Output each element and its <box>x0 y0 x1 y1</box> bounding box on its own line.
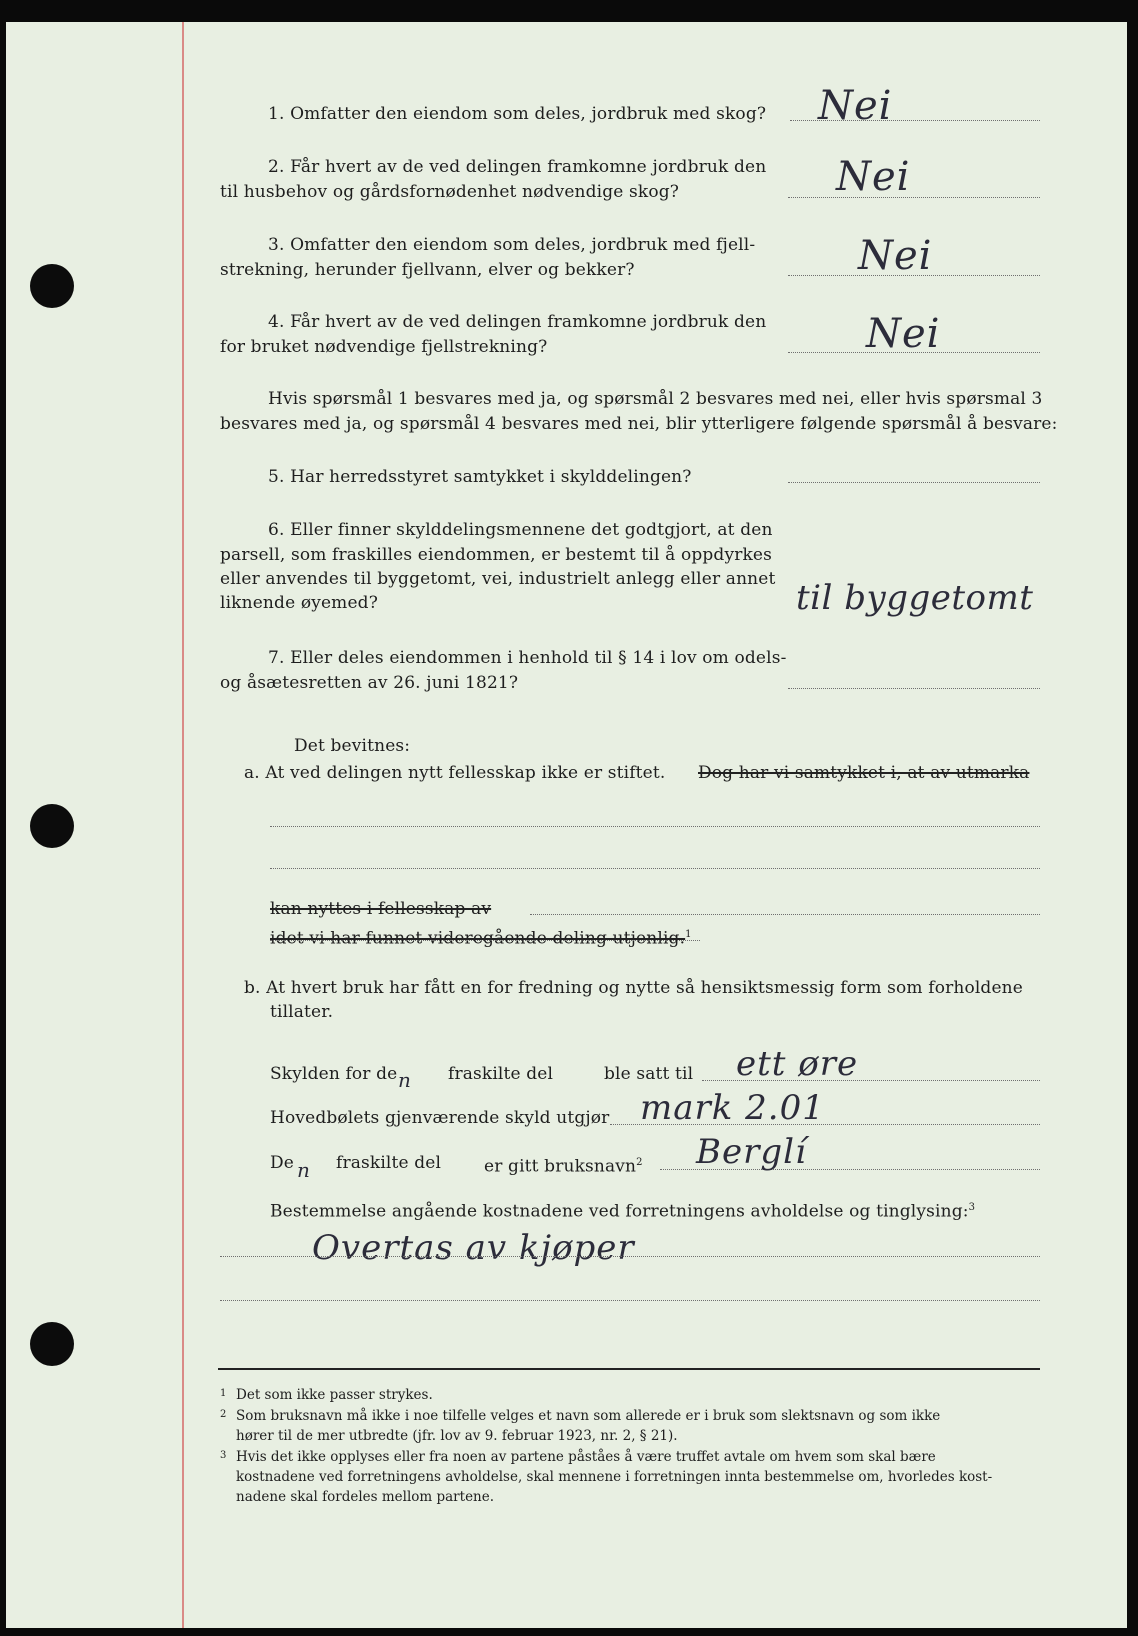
footnote-2-number: 2 <box>220 1409 227 1420</box>
footnote-2-line-1: Som bruksnavn må ikke i noe tilfelle velges et navn som allerede er i bruk som slektsnavn og som ikke <box>236 1408 941 1424</box>
question-5: 5. Har herredsstyret samtykket i skylddelingen? <box>268 467 692 487</box>
question-2-line-1: 2. Får hvert av de ved delingen framkomne jordbruk den <box>268 157 767 177</box>
bruksnavn-label-1: De <box>270 1153 294 1173</box>
skyld-label-1: Skylden for de <box>270 1064 398 1084</box>
answer-6-handwritten: til byggetomt <box>796 578 1034 618</box>
bestemmelse-line-2 <box>220 1300 1040 1301</box>
skyld-value-handwritten: ett øre <box>736 1044 859 1084</box>
bestemmelse-line-1 <box>220 1256 1040 1257</box>
footnote-ref: 1 <box>685 929 692 940</box>
question-6-line-4: liknende øyemed? <box>220 593 378 613</box>
bestemmelse-label-wrap <box>270 1196 975 1224</box>
question-7-line-2: og åsætesretten av 26. juni 1821? <box>220 673 519 693</box>
question-7-line-1: 7. Eller deles eiendommen i henhold til § 14 i lov om odels- <box>268 648 787 668</box>
punch-hole <box>30 264 74 308</box>
footnote-3-number: 3 <box>220 1450 227 1461</box>
struck-line-1: kan nyttes i fellesskap av <box>270 899 492 919</box>
struck-line-2-dots <box>270 940 700 941</box>
inserted-n: n <box>398 1068 412 1092</box>
question-1: 1. Omfatter den eiendom som deles, jordbruk med skog? <box>268 104 767 124</box>
question-6-line-1: 6. Eller finner skylddelingsmennene det godtgjort, at den <box>268 520 773 540</box>
skyld-label-2: fraskilte del <box>448 1064 554 1084</box>
footnote-3-line-3: nadene skal fordeles mellom partene. <box>236 1489 495 1505</box>
certify-a: a. At ved delingen nytt fellesskap ikke er stiftet. <box>244 763 666 783</box>
punch-hole <box>30 804 74 848</box>
question-3-line-2: strekning, herunder fjellvann, elver og bekker? <box>220 260 635 280</box>
bestemmelse-label: Bestemmelse angående kostnadene ved forretningens avholdelse og tinglysing: <box>270 1201 969 1222</box>
footnote-1: Det som ikke passer strykes. <box>236 1387 433 1403</box>
answer-1-handwritten: Nei <box>818 83 893 129</box>
question-3-line-1: 3. Omfatter den eiendom som deles, jordbruk med fjell- <box>268 235 756 255</box>
margin-line <box>182 22 184 1628</box>
question-2-line-2: til husbehov og gårdsfornødenhet nødvendige skog? <box>220 182 680 202</box>
hovedbol-value-handwritten: mark 2.01 <box>640 1088 825 1128</box>
footnote-3-line-2: kostnadene ved forretningens avholdelse, skal mennene i forretningen innta bestemmelse om, hvorledes kost- <box>236 1469 993 1485</box>
certify-b-line-2: tillater. <box>270 1002 334 1022</box>
bruksnavn-label-3: er gitt bruksnavn <box>484 1156 637 1177</box>
footnote-ref: 3 <box>968 1202 976 1213</box>
question-6-line-3: eller anvendes til byggetomt, vei, industrielt anlegg eller annet <box>220 569 776 589</box>
answer-2-handwritten: Nei <box>836 154 911 200</box>
punch-hole <box>30 1322 74 1366</box>
conditional-intro-line-2: besvares med ja, og spørsmål 4 besvares med nei, blir ytterligere følgende spørsmål å besvare: <box>220 414 1058 434</box>
bruksnavn-label-3-wrap <box>484 1151 643 1179</box>
question-4-line-2: for bruket nødvendige fjellstrekning? <box>220 337 548 357</box>
footnote-1-number: 1 <box>220 1388 227 1399</box>
bestemmelse-value-handwritten: Overtas av kjøper <box>312 1228 635 1268</box>
answer-line-5 <box>788 482 1040 483</box>
question-6-line-2: parsell, som fraskilles eiendommen, er bestemt til å oppdyrkes <box>220 545 773 565</box>
certify-a-line-2 <box>270 868 1040 869</box>
certify-b-line-1: b. At hvert bruk har fått en for fredning og nytte så hensiktsmessig form som forholdene <box>244 978 1023 998</box>
footnote-2-line-2: hører til de mer utbredte (jfr. lov av 9. februar 1923, nr. 2, § 21). <box>236 1428 678 1444</box>
bruksnavn-value-handwritten: Berglí <box>696 1132 807 1172</box>
certify-a-line-1 <box>270 826 1040 827</box>
answer-line-2 <box>788 197 1040 198</box>
inserted-n: n <box>297 1158 311 1182</box>
answer-line-7 <box>788 688 1040 689</box>
hovedbol-label: Hovedbølets gjenværende skyld utgjør <box>270 1108 610 1128</box>
struck-line-2-wrap <box>270 923 692 951</box>
answer-3-handwritten: Nei <box>858 233 933 279</box>
conditional-intro-line-1: Hvis spørsmål 1 besvares med ja, og spørsmål 2 besvares med nei, eller hvis spørsmal 3 <box>268 389 1043 409</box>
bruksnavn-label-2: fraskilte del <box>336 1153 442 1173</box>
question-4-line-1: 4. Får hvert av de ved delingen framkomne jordbruk den <box>268 312 767 332</box>
struck-line-2: idet vi har funnet videregående deling utjenlig. <box>270 928 686 949</box>
answer-4-handwritten: Nei <box>866 311 941 357</box>
struck-line-1-dots <box>530 914 1040 915</box>
certify-heading: Det bevitnes: <box>294 736 411 756</box>
footnote-ref: 2 <box>636 1157 643 1168</box>
certify-a-struck: Dog har vi samtykket i, at av utmarka <box>698 763 1030 783</box>
footnote-3-line-1: Hvis det ikke opplyses eller fra noen av partene påståes å være truffet avtale om hvem som skal bære <box>236 1449 936 1465</box>
skyld-label-3: ble satt til <box>604 1064 694 1084</box>
footnote-separator <box>218 1368 1040 1370</box>
